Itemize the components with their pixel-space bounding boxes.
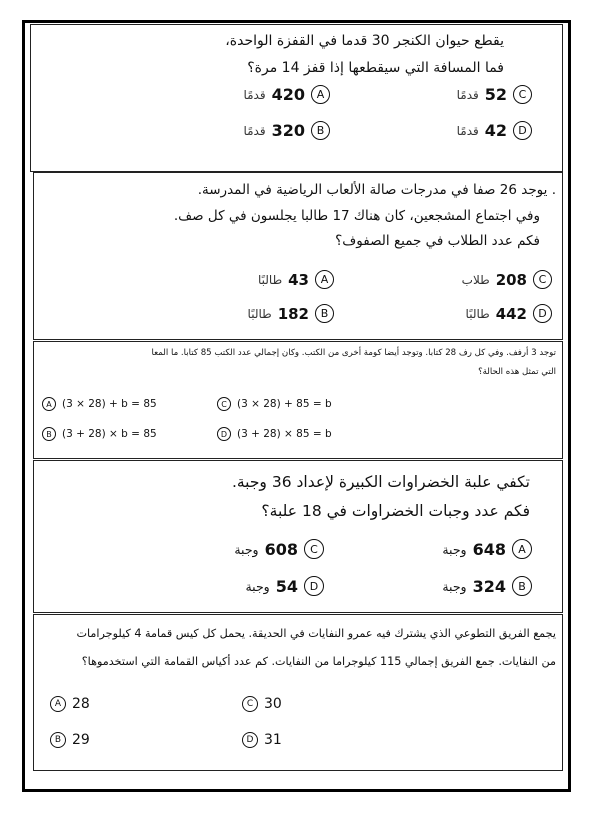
- q3-option-b[interactable]: [42, 427, 157, 441]
- question-5-line-1: يجمع الفريق التطوعي الذي يشترك فيه عمرو النفايات في الحديقة. يحمل كل كيس قمامة 4 كيلوجرامات: [76, 627, 556, 640]
- q1-option-d[interactable]: [457, 121, 532, 140]
- option-value: 420: [271, 85, 305, 104]
- option-value: 608: [264, 539, 298, 559]
- option-value: 208: [495, 270, 527, 289]
- option-letter-a-icon: A: [315, 270, 334, 289]
- option-value: 28: [72, 696, 90, 712]
- option-letter-c-icon: C: [217, 397, 231, 411]
- q2-option-c[interactable]: [462, 270, 552, 289]
- q5-option-d[interactable]: [242, 732, 282, 748]
- q5-option-c[interactable]: [242, 696, 282, 712]
- option-unit: طالبًا: [257, 272, 283, 287]
- question-5: [33, 614, 563, 771]
- option-letter-c-icon: C: [304, 539, 324, 559]
- option-value: 29: [72, 732, 90, 748]
- option-letter-b-icon: B: [512, 576, 532, 596]
- q5-option-b[interactable]: [50, 732, 90, 748]
- option-unit: وجبة: [442, 578, 467, 594]
- question-2-line-2: وفي اجتماع المشجعين، كان هناك 17 طالبا يجلسون في كل صف.: [173, 208, 540, 224]
- option-value: 182: [277, 304, 309, 323]
- q3-option-c[interactable]: [217, 397, 332, 411]
- option-value: 320: [271, 121, 305, 140]
- question-4-line-2: فكم عدد وجبات الخضراوات في 18 علبة؟: [261, 502, 530, 520]
- option-value: 442: [495, 304, 527, 323]
- question-1: [30, 24, 563, 172]
- option-letter-c-icon: C: [533, 270, 552, 289]
- option-value: 324: [472, 576, 506, 596]
- option-unit: طلاب: [461, 272, 490, 287]
- option-unit: وجبة: [245, 578, 270, 594]
- option-letter-c-icon: C: [513, 85, 532, 104]
- question-4-line-1: تكفي علبة الخضراوات الكبيرة لإعداد 36 وجبة.: [231, 473, 530, 491]
- option-value: 43: [288, 270, 309, 289]
- option-letter-c-icon: C: [242, 696, 258, 712]
- question-3-line-2: التي تمثل هذه الحالة؟: [478, 367, 556, 377]
- option-value: 31: [264, 732, 282, 748]
- option-letter-b-icon: B: [315, 304, 334, 323]
- option-unit: قدمًا: [456, 87, 479, 102]
- option-unit: وجبة: [442, 541, 467, 557]
- option-letter-d-icon: D: [217, 427, 231, 441]
- question-1-line-1: يقطع حيوان الكنجر 30 قدما في القفزة الواحدة،: [225, 33, 504, 49]
- question-2-line-1: . يوجد 26 صفا في مدرجات صالة الألعاب الرياضية في المدرسة.: [197, 182, 556, 198]
- question-4: [33, 460, 563, 613]
- q2-option-b[interactable]: [248, 304, 334, 323]
- option-value: 42: [484, 121, 507, 140]
- q2-option-d[interactable]: [466, 304, 552, 323]
- option-unit: قدمًا: [456, 123, 479, 138]
- option-letter-a-icon: A: [311, 85, 330, 104]
- option-letter-d-icon: D: [242, 732, 258, 748]
- q3-option-a[interactable]: [42, 397, 157, 411]
- q1-option-a[interactable]: [243, 85, 330, 104]
- question-2: [33, 172, 563, 340]
- q5-option-a[interactable]: [50, 696, 90, 712]
- option-value: 648: [472, 539, 506, 559]
- option-letter-b-icon: B: [50, 732, 66, 748]
- option-expression: (3 × 28) + 85 = b: [237, 398, 332, 410]
- option-unit: طالبًا: [465, 306, 490, 321]
- option-letter-b-icon: B: [311, 121, 330, 140]
- q1-option-b[interactable]: [243, 121, 330, 140]
- option-value: 30: [264, 696, 282, 712]
- option-value: 52: [484, 85, 507, 104]
- option-letter-a-icon: A: [512, 539, 532, 559]
- q2-option-a[interactable]: [258, 270, 334, 289]
- option-letter-d-icon: D: [533, 304, 552, 323]
- option-letter-b-icon: B: [42, 427, 56, 441]
- option-letter-a-icon: A: [50, 696, 66, 712]
- q4-option-c[interactable]: [234, 539, 324, 559]
- option-unit: طالبًا: [247, 306, 272, 321]
- option-expression: (3 + 28) × b = 85: [62, 428, 157, 440]
- q3-option-d[interactable]: [217, 427, 332, 441]
- option-expression: (3 + 28) × 85 = b: [237, 428, 332, 440]
- question-3: [33, 341, 563, 459]
- option-unit: قدمًا: [243, 123, 266, 138]
- q4-option-d[interactable]: [245, 576, 324, 596]
- option-unit: وجبة: [234, 541, 259, 557]
- question-3-line-1: توجد 3 أرفف. وفي كل رف 28 كتابا. وتوجد أيضا كومة أخرى من الكتب. وكان إجمالي عدد الكتب 85 كتابا. ما المعا: [151, 348, 556, 358]
- option-letter-d-icon: D: [304, 576, 324, 596]
- q4-option-b[interactable]: [442, 576, 532, 596]
- question-5-line-2: من النفايات. جمع الفريق إجمالي 115 كيلوجراما من النفايات. كم عدد أكياس القمامة التي استخدموها؟: [81, 655, 556, 668]
- question-1-line-2: فما المسافة التي سيقطعها إذا قفز 14 مرة؟: [247, 60, 504, 76]
- option-unit: قدمًا: [243, 87, 266, 102]
- option-letter-a-icon: A: [42, 397, 56, 411]
- q4-option-a[interactable]: [442, 539, 532, 559]
- option-value: 54: [275, 576, 298, 596]
- q1-option-c[interactable]: [457, 85, 532, 104]
- option-letter-d-icon: D: [513, 121, 532, 140]
- question-2-line-3: فكم عدد الطلاب في جميع الصفوف؟: [335, 233, 540, 249]
- option-expression: (3 × 28) + b = 85: [62, 398, 157, 410]
